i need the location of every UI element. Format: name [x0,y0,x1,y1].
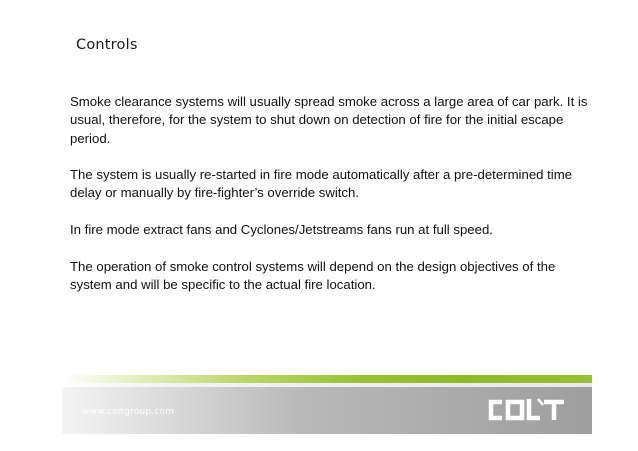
slide-title: Controls [76,37,138,53]
green-accent-stripe [62,375,592,383]
paragraph-operation: The operation of smoke control systems will depend on the design objectives of the system and will be specific to the actual fire location. [70,258,556,292]
colt-logo-icon [484,396,570,424]
paragraph-smoke-clearance: Smoke clearance systems will usually spread smoke across a large area of car park. It is usual, therefore, for the system to shut down on detection of fire for the initial escape period. [70,94,588,146]
paragraph-fire-mode: In fire mode extract fans and Cyclones/Jetstreams fans run at full speed. [70,222,493,238]
footer-bar [62,387,592,434]
paragraph-restart: The system is usually re-started in fire mode automatically after a pre-determined time delay or manually by fire-fighter’s override switch. [70,167,573,201]
footer-url: www.coltgroup.com [82,407,175,417]
slide-body [70,93,590,313]
